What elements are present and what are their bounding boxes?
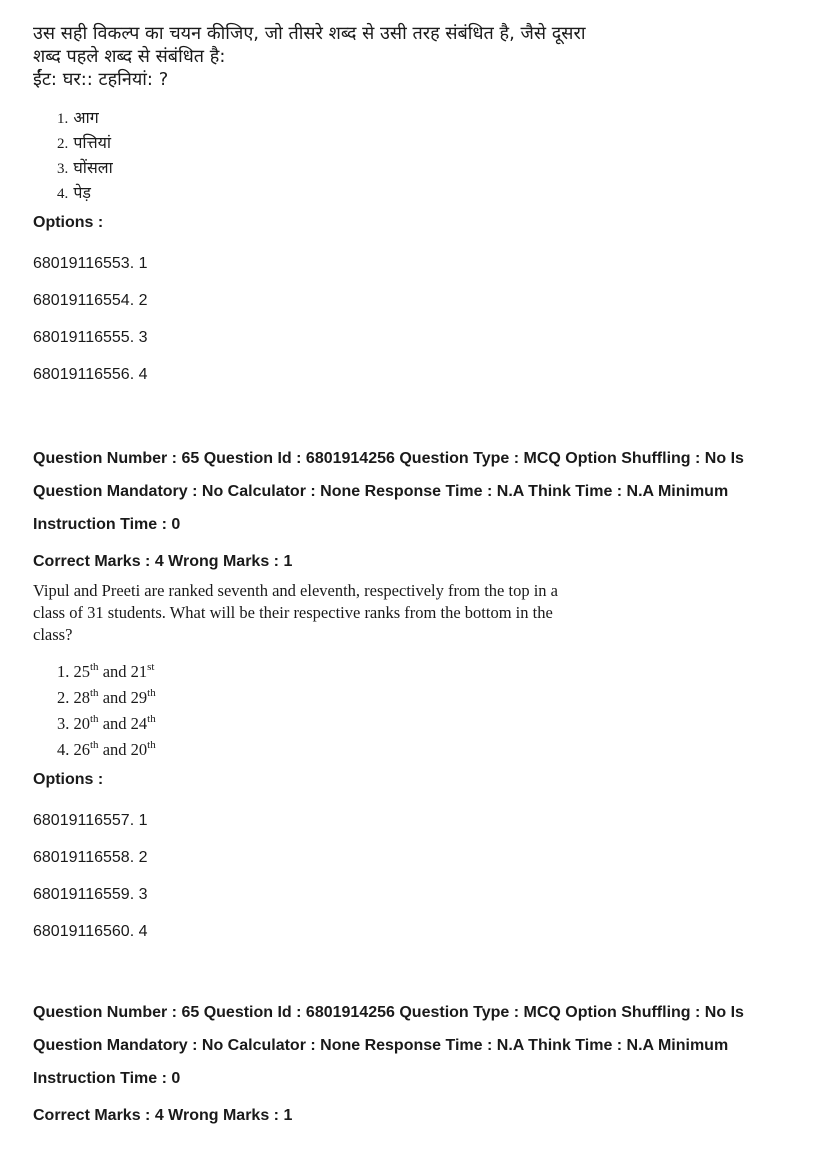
choice-number: 1. — [57, 662, 70, 681]
question-meta — [33, 442, 803, 578]
meta-line: Question Number : 65 Question Id : 6801914256 Question Type : MCQ Option Shuffling : No Is — [33, 1004, 744, 1021]
options-label: Options : — [33, 214, 104, 231]
choice-number: 1. — [57, 111, 69, 127]
choice-item — [57, 105, 803, 130]
rank-a-suffix: th — [90, 713, 99, 725]
meta-line: Question Mandatory : No Calculator : None Response Time : N.A Think Time : N.A Minimum — [33, 483, 729, 500]
option-id-list — [33, 802, 803, 950]
option-id: 68019116555. 3 — [33, 329, 148, 346]
rank-a-suffix: th — [90, 661, 99, 673]
choice-item — [57, 155, 803, 180]
question-text-english — [33, 580, 633, 646]
rank-b-suffix: th — [147, 713, 156, 725]
choice-number: 4. — [57, 740, 70, 759]
and-word: and — [102, 740, 127, 759]
and-word: and — [102, 662, 127, 681]
rank-a-suffix: th — [90, 687, 99, 699]
and-word: and — [102, 688, 127, 707]
rank-b-suffix: th — [147, 687, 156, 699]
rank-b: 20 — [130, 740, 148, 759]
document-page — [33, 22, 803, 1132]
choice-item — [57, 684, 803, 710]
rank-a: 26 — [73, 740, 90, 759]
meta-line: Question Mandatory : No Calculator : None Response Time : N.A Think Time : N.A Minimum — [33, 1037, 729, 1054]
rank-a: 25 — [73, 662, 90, 681]
question-line: उस सही विकल्प का चयन कीजिए, जो तीसरे शब्द से उसी तरह संबंधित है, जैसे दूसरा — [33, 23, 586, 44]
choice-text: घोंसला — [73, 158, 113, 177]
option-id: 68019116557. 1 — [33, 812, 148, 829]
choice-text: आग — [73, 108, 99, 127]
rank-b-suffix: st — [147, 661, 155, 673]
option-id: 68019116560. 4 — [33, 923, 148, 940]
choice-number: 3. — [57, 714, 70, 733]
rank-a: 20 — [73, 714, 90, 733]
rank-a-suffix: th — [90, 739, 99, 751]
and-word: and — [102, 714, 127, 733]
choice-number: 2. — [57, 688, 70, 707]
question-text-hindi — [33, 22, 633, 91]
option-id: 68019116554. 2 — [33, 292, 148, 309]
choice-item — [57, 736, 803, 762]
option-id-list — [33, 245, 803, 393]
question-line: शब्द पहले शब्द से संबंधित है: — [33, 46, 226, 67]
rank-b-suffix: th — [147, 739, 156, 751]
meta-line: Instruction Time : 0 — [33, 1070, 181, 1087]
choice-list — [57, 105, 803, 205]
rank-a: 28 — [73, 688, 90, 707]
question-meta — [33, 996, 803, 1132]
choice-item — [57, 130, 803, 155]
option-id: 68019116559. 3 — [33, 886, 148, 903]
option-id: 68019116558. 2 — [33, 849, 148, 866]
options-label: Options : — [33, 771, 104, 788]
choice-number: 4. — [57, 186, 69, 202]
meta-line: Question Number : 65 Question Id : 6801914256 Question Type : MCQ Option Shuffling : No Is — [33, 450, 744, 467]
question-line: class of 31 students. What will be their respective ranks from the bottom in the — [33, 603, 553, 622]
choice-item — [57, 180, 803, 205]
choice-number: 3. — [57, 161, 69, 177]
option-id: 68019116556. 4 — [33, 366, 148, 383]
question-line: class? — [33, 625, 73, 644]
choice-number: 2. — [57, 136, 69, 152]
marks-line: Correct Marks : 4 Wrong Marks : 1 — [33, 1107, 293, 1124]
choice-text: पत्तियां — [73, 133, 112, 152]
question-line: Vipul and Preeti are ranked seventh and eleventh, respectively from the top in a — [33, 581, 558, 600]
rank-b: 29 — [130, 688, 148, 707]
rank-b: 24 — [130, 714, 148, 733]
meta-line: Instruction Time : 0 — [33, 516, 181, 533]
rank-b: 21 — [130, 662, 148, 681]
choice-text: पेड़ — [73, 183, 91, 202]
question-line: ईंट: घर:: टहनियां: ? — [33, 69, 169, 90]
option-id: 68019116553. 1 — [33, 255, 148, 272]
marks-line: Correct Marks : 4 Wrong Marks : 1 — [33, 553, 293, 570]
choice-item — [57, 658, 803, 684]
choice-list — [57, 658, 803, 762]
choice-item — [57, 710, 803, 736]
